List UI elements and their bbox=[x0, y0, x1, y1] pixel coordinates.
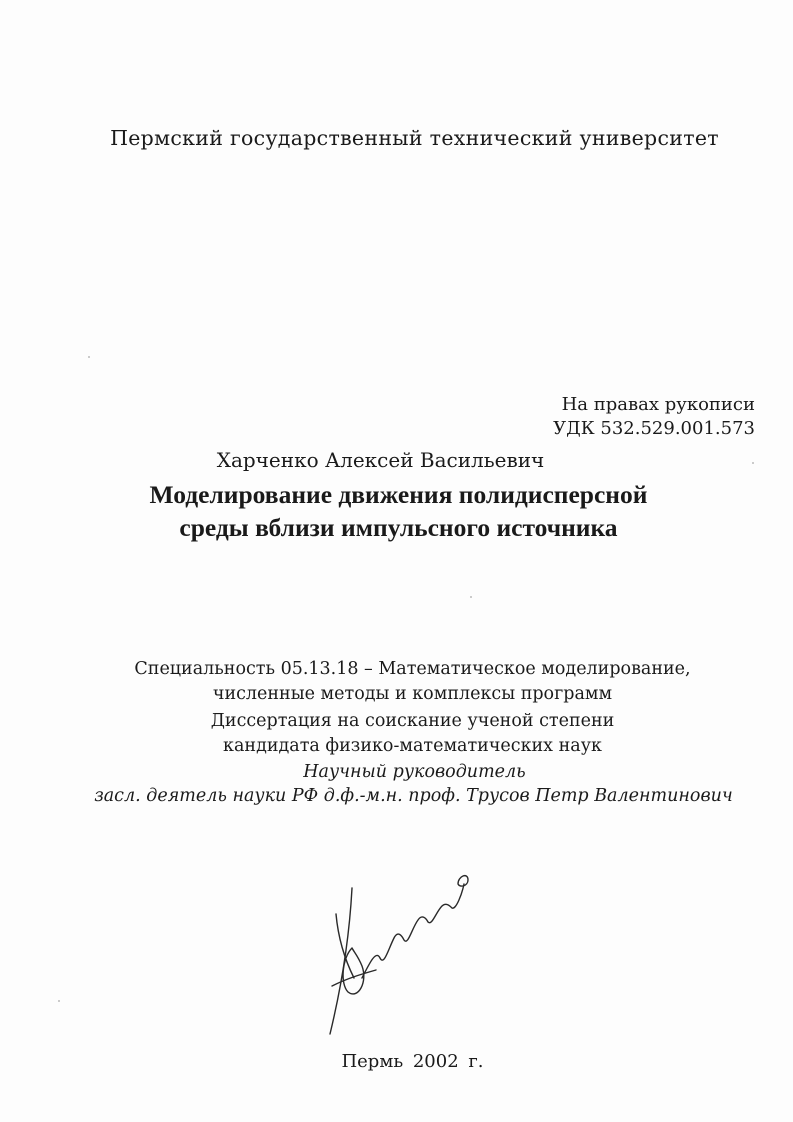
degree-line-1: Диссертация на соискание ученой степени bbox=[210, 711, 615, 731]
degree-line-2: кандидата физико-математических наук bbox=[223, 736, 602, 756]
dissertation-title-line-2: среды вблизи импульсного источника bbox=[179, 513, 618, 542]
scan-speck bbox=[88, 356, 90, 358]
supervisor-label: Научный руководитель bbox=[303, 762, 526, 782]
supervisor-name: засл. деятель науки РФ д.ф.-м.н. проф. Трусов Петр Валентинович bbox=[94, 786, 733, 806]
specialty-line-1: Специальность 05.13.18 – Математическое моделирование, bbox=[134, 659, 691, 679]
manuscript-rights-note: На правах рукописи bbox=[561, 394, 755, 415]
author-name: Харченко Алексей Васильевич bbox=[216, 448, 545, 472]
scan-speck bbox=[752, 462, 754, 464]
scan-speck bbox=[470, 596, 472, 598]
city-year: Пермь 2002 г. bbox=[341, 1051, 484, 1072]
udc-code: УДК 532.529.001.573 bbox=[553, 418, 755, 439]
dissertation-title-line-1: Моделирование движения полидисперсной bbox=[149, 480, 648, 509]
handwritten-signature bbox=[318, 866, 478, 1041]
specialty-line-2: численные методы и комплексы программ bbox=[212, 684, 613, 704]
scan-speck bbox=[58, 1000, 60, 1002]
university-name: Пермский государственный технический университет bbox=[110, 126, 719, 150]
